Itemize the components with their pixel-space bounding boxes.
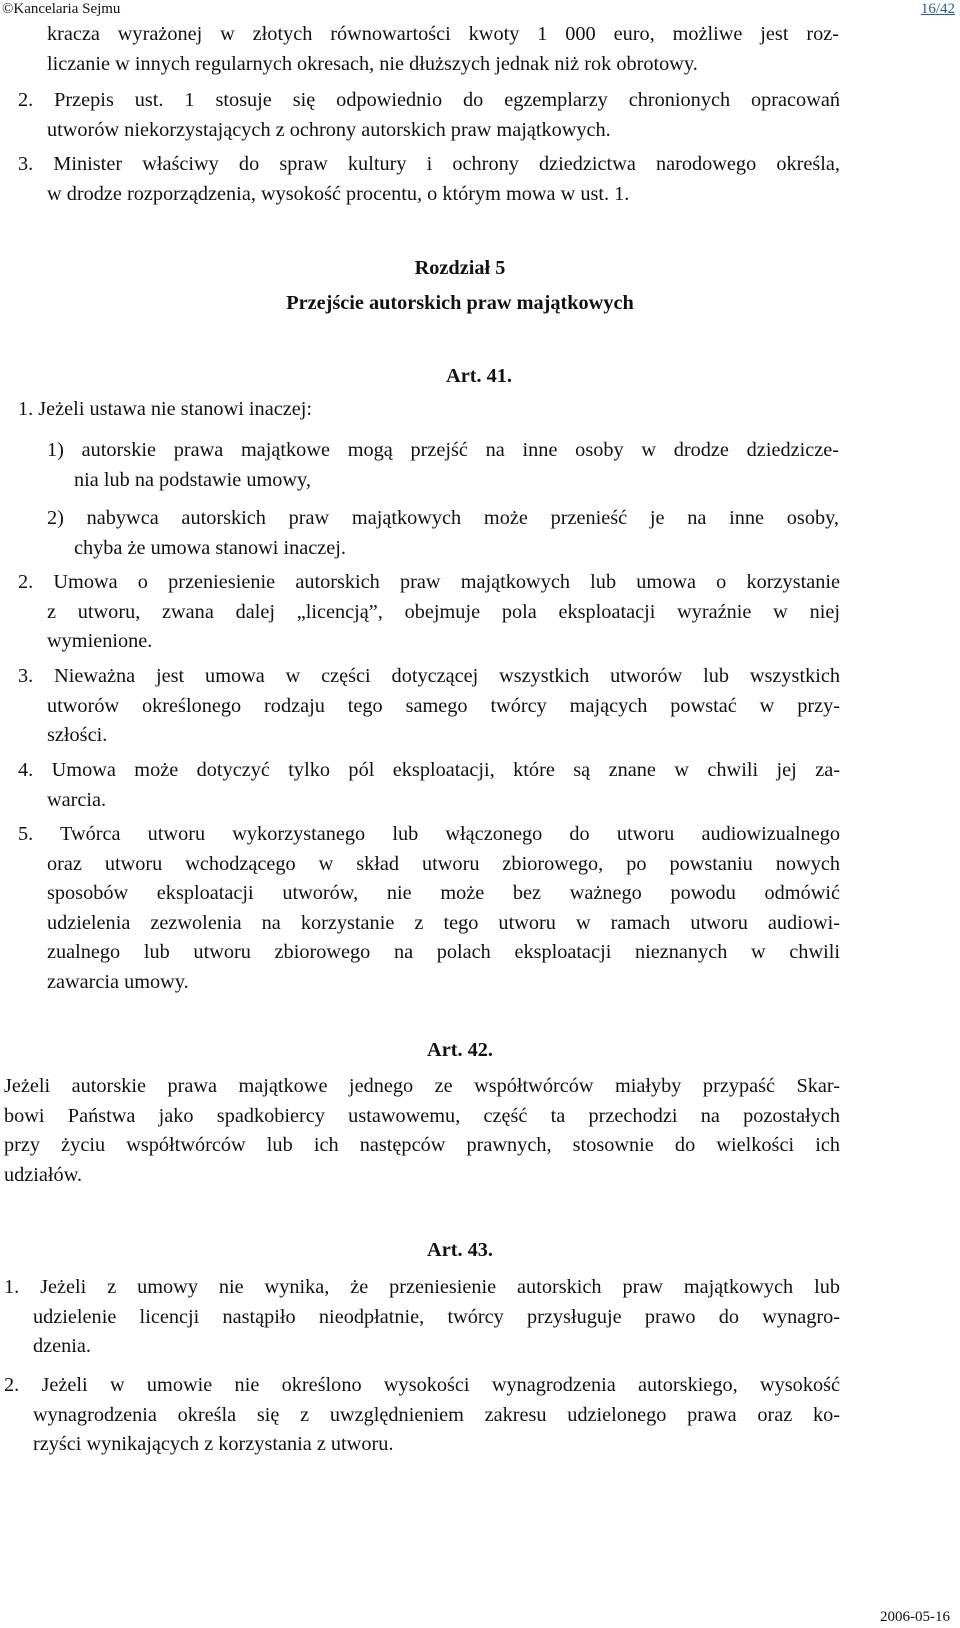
text-line: 3. Minister właściwy do spraw kultury i ochrony dziedzictwa narodowego określa, (18, 153, 840, 175)
art40-paragraph-2 (18, 86, 840, 145)
page-total[interactable]: 42 (940, 1, 955, 17)
footer-date: 2006-05-16 (880, 1609, 950, 1625)
text-line: bowi Państwa jako spadkobiercy ustawowemu, część ta przechodzi na pozostałych (4, 1104, 840, 1127)
art41-paragraph-2 (18, 568, 840, 657)
text-line: utworów określonego rodzaju tego samego twórcy mających powstać w przy- (47, 694, 840, 717)
art40-paragraph-3 (18, 150, 840, 209)
text-line: 1) autorskie prawa majątkowe mogą przejść na inne osoby w drodze dziedzicze- (47, 439, 839, 461)
art42-paragraph (4, 1072, 840, 1190)
art41-paragraph-1-intro (18, 395, 840, 425)
chapter-number: Rozdział 5 (414, 257, 506, 279)
text-line: 2. Przepis ust. 1 stosuje się odpowiednio do egzemplarzy chronionych opracowań (18, 89, 840, 111)
page-separator: / (935, 1, 940, 17)
page-current[interactable]: 16 (920, 1, 936, 17)
text-line: oraz utworu wchodzącego w skład utworu zbiorowego, po powstaniu nowych (47, 852, 840, 875)
text-line: udziałów. (4, 1163, 83, 1186)
art41-paragraph-3 (18, 662, 840, 751)
text-line: 2) nabywca autorskich praw majątkowych może przenieść je na inne osoby, (47, 507, 839, 529)
header-publisher: ©Kancelaria Sejmu (2, 1, 121, 17)
text-line: w drodze rozporządzenia, wysokość procentu, o którym mowa w ust. 1. (47, 182, 630, 205)
text-line: sposobów eksploatacji utworów, nie może bez ważnego powodu odmówić (47, 882, 840, 904)
text-line: wymienione. (47, 630, 153, 652)
text-line: udzielenie licencji nastąpiło nieodpłatnie, twórcy przysługuje prawo do wynagro- (33, 1305, 840, 1328)
art40-paragraph-1 (47, 20, 839, 79)
text-line: 2. Jeżeli w umowie nie określono wysokości wynagrodzenia autorskiego, wysokość (4, 1374, 840, 1396)
text-line: warcia. (47, 788, 107, 811)
text-line: 1. Jeżeli z umowy nie wynika, że przeniesienie autorskich praw majątkowych lub (4, 1276, 840, 1298)
text-line: szłości. (47, 724, 108, 746)
text-line: 3. Nieważna jest umowa w części dotyczącej wszystkich utworów lub wszystkich (18, 665, 840, 687)
text-line: 5. Twórca utworu wykorzystanego lub włączonego do utworu audiowizualnego (18, 823, 840, 845)
text-line: nia lub na podstawie umowy, (74, 468, 311, 491)
art43-paragraph-1 (4, 1273, 840, 1362)
art43-paragraph-2 (4, 1371, 840, 1460)
art41-item-2 (47, 504, 839, 563)
text-line: z utworu, zwana dalej „licencją”, obejmuje pola eksploatacji wyraźnie w niej (47, 600, 840, 623)
article-heading-43: Art. 43. (427, 1239, 493, 1261)
text-line: 4. Umowa może dotyczyć tylko pól eksploatacji, które są znane w chwili jej za- (18, 759, 840, 781)
text-line: zawarcia umowy. (47, 970, 189, 993)
text-line: liczanie w innych regularnych okresach, nie dłuższych jednak niż rok obrotowy. (47, 52, 698, 75)
art41-paragraph-5 (18, 820, 840, 997)
text-line: dzenia. (33, 1335, 91, 1357)
text-line: 2. Umowa o przeniesienie autorskich praw majątkowych lub umowa o korzystanie (18, 571, 840, 593)
art41-item-1 (47, 436, 839, 495)
text-line: rzyści wynikających z korzystania z utworu. (33, 1433, 394, 1455)
header-page-number[interactable] (921, 0, 955, 18)
art41-paragraph-4 (18, 756, 840, 815)
chapter-title: Przejście autorskich praw majątkowych (286, 292, 634, 314)
text-line: chyba że umowa stanowi inaczej. (74, 536, 346, 559)
text-line: 1. Jeżeli ustawa nie stanowi inaczej: (18, 398, 312, 420)
article-heading-41: Art. 41. (446, 365, 512, 387)
text-line: utworów niekorzystających z ochrony autorskich praw majątkowych. (47, 118, 611, 141)
text-line: wynagrodzenia określa się z uwzględnieniem zakresu udzielonego prawa oraz ko- (33, 1403, 840, 1426)
text-line: przy życiu współtwórców lub ich następców prawnych, stosownie do wielkości ich (4, 1134, 840, 1156)
text-line: kracza wyrażonej w złotych równowartości kwoty 1 000 euro, możliwe jest roz- (47, 23, 839, 45)
text-line: udzielenia zezwolenia na korzystanie z tego utworu w ramach utworu audiowi- (47, 911, 840, 934)
text-line: zualnego lub utworu zbiorowego na polach eksploatacji nieznanych w chwili (47, 941, 840, 963)
text-line: Jeżeli autorskie prawa majątkowe jednego ze współtwórców miałyby przypaść Skar- (4, 1075, 840, 1097)
article-heading-42: Art. 42. (427, 1039, 493, 1061)
